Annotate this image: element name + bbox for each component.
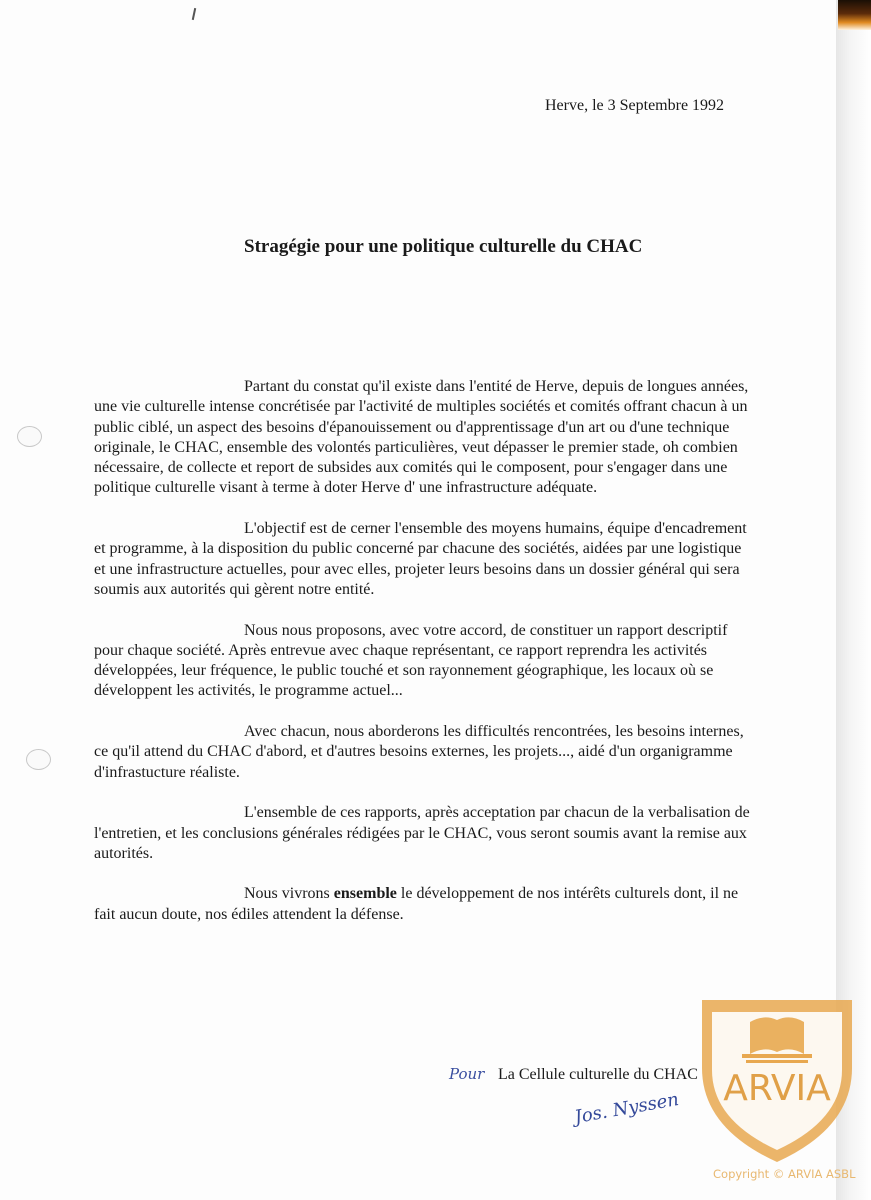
arvia-logo [694,988,860,1165]
signatory: La Cellule culturelle du CHAC [498,1066,698,1083]
handwritten-signature: Jos. Nyssen [572,1089,681,1128]
closing-text-end: le développement de nos intérêts culturels dont, il ne fait aucun doute, nos édiles attendent la défense. [94,885,739,923]
letter-body [94,377,754,945]
scanner-corner [838,0,871,30]
letter-title: Stragégie pour une politique culturelle du CHAC [244,236,643,257]
logo-text: ARVIA [723,1068,831,1109]
paragraph: L'ensemble de ces rapports, après acceptation par chacun de la verbalisation de l'entretien, et les conclusions générales rédigées par le CHAC, vous seront soumis avant la remise aux autorités. [94,804,750,862]
open-book-icon [742,1017,812,1063]
paragraph: Partant du constat qu'il existe dans l'entité de Herve, depuis de longues années, une vie culturelle intense concrétisée par l'activité de multiples sociétés et comités offrant chacun à un public ciblé, un aspect des besoins d'épanouissement ou d'apprentissage d'un art ou d'une technique originale, le CHAC, ensemble des volontés particulières, veut dépasser le premier stade, oh combien nécessaire, de collecte et report de subsides aux comités qui le composent, pour s'engager dans une politique culturelle visant à terme à doter Herve d' une infrastructure adéquate. [94,378,749,497]
paragraph: Avec chacun, nous aborderons les difficultés rencontrées, les besoins internes, ce qu'il attend du CHAC d'abord, et d'autres besoins externes, les projets..., aidé d'un organigramme d'infrastucture réaliste. [94,723,744,781]
copyright-notice: Copyright © ARVIA ASBL [713,1167,856,1181]
paragraph: L'objectif est de cerner l'ensemble des moyens humains, équipe d'encadrement et programme, à la disposition du public concerné par chacune des sociétés, aidées par une logistique et une infrastructure actuelles, pour avec elles, projeter leurs besoins dans un dossier général qui sera soumis aux autorités qui gèrent notre entité. [94,520,747,598]
paragraph: Nous nous proposons, avec votre accord, de constituer un rapport descriptif pour chaque société. Après entrevue avec chaque représentant, ce rapport reprendra les activités développées, leur fréquence, le public touché et son rayonnement géographique, les locaux où se développent les activités, le programme actuel... [94,621,728,700]
closing-paragraph [94,884,754,925]
punch-hole [17,426,42,447]
handwritten-pour: Pour [449,1065,485,1083]
emphasis-word: ensemble [333,885,397,903]
place-date: Herve, le 3 Septembre 1992 [545,97,725,114]
punch-hole [26,749,51,770]
closing-text-start: Nous vivrons [244,885,334,903]
